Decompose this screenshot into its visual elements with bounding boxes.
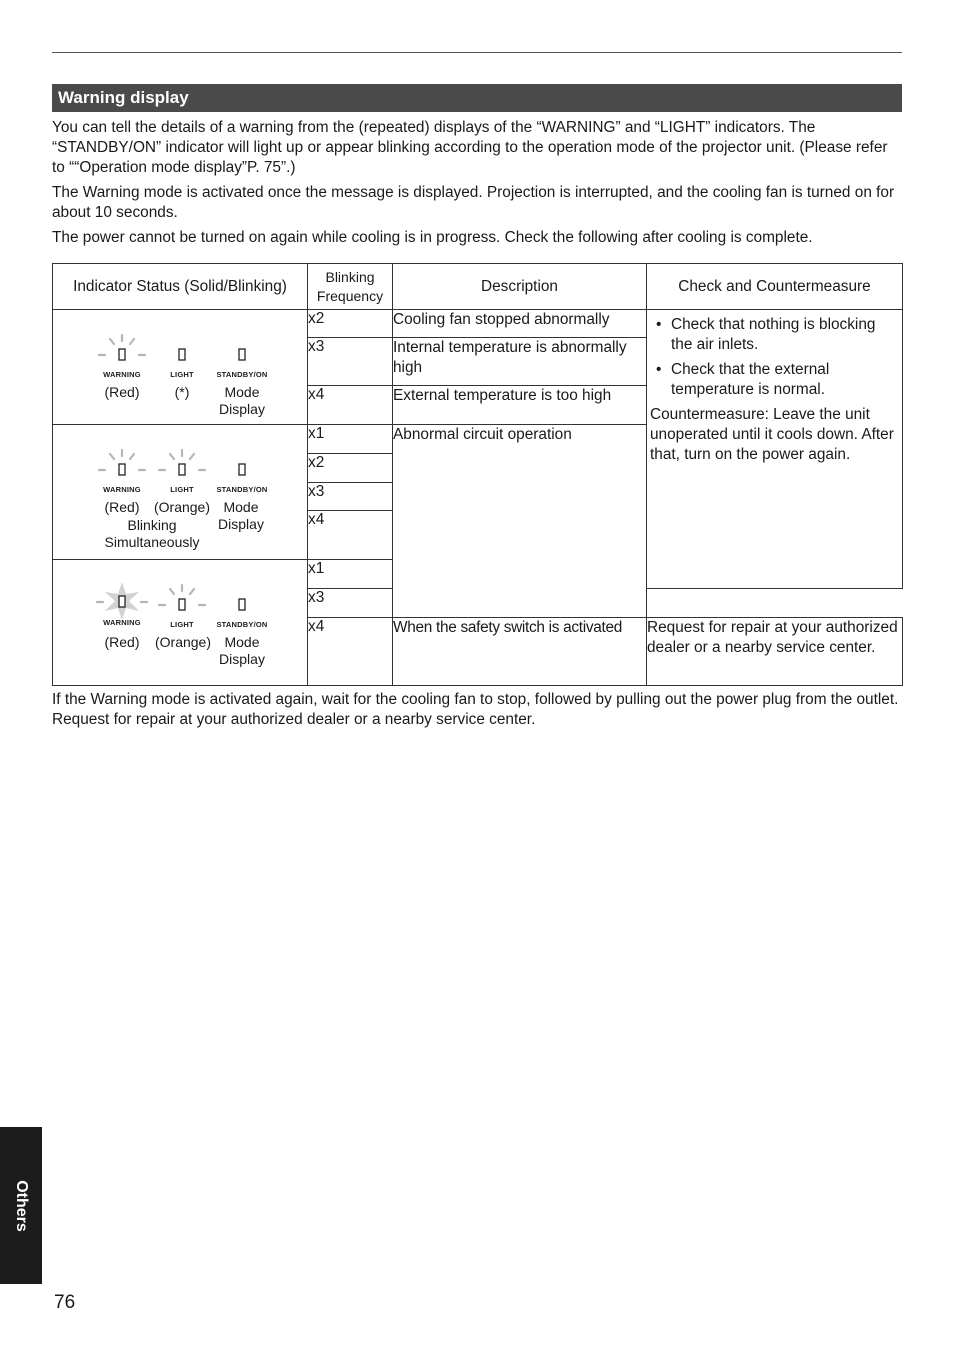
table-header-row xyxy=(53,264,903,310)
light-lamp-label: LIGHT xyxy=(170,485,194,494)
desc-cell: Cooling fan stopped abnormally xyxy=(393,310,647,338)
caption-standby: Mode Display xyxy=(219,634,265,667)
standby-lamp-label: STANDBY/ON xyxy=(216,485,268,494)
freq-cell: x4 xyxy=(308,511,393,560)
top-rule xyxy=(52,52,902,53)
warning-lamp-label: WARNING xyxy=(103,370,141,379)
freq-cell: x1 xyxy=(308,560,393,589)
table-row xyxy=(53,310,903,338)
light-lamp-label: LIGHT xyxy=(170,620,194,629)
indicator-cell-2 xyxy=(53,425,308,560)
header-indicator: Indicator Status (Solid/Blinking) xyxy=(53,264,308,310)
side-tab-label: Others xyxy=(13,1179,30,1232)
standby-lamp xyxy=(211,334,273,379)
warning-lamp-blinking xyxy=(95,449,149,494)
section-title: Warning display xyxy=(52,84,902,112)
freq-cell: x3 xyxy=(308,338,393,386)
warning-lamp-label: WARNING xyxy=(103,618,141,627)
header-frequency: Blinking Frequency xyxy=(308,264,393,310)
light-lamp-blinking xyxy=(155,449,209,494)
caption-light: (*) xyxy=(174,384,190,400)
light-lamp xyxy=(157,334,207,379)
caption-warning: (Red) xyxy=(104,499,140,515)
side-tab xyxy=(0,1127,42,1284)
desc-cell: Internal temperature is abnormally high xyxy=(393,338,647,386)
check-item: • Check that the external temperature is normal. xyxy=(650,360,900,400)
intro-paragraph-3: The power cannot be turned on again while cooling is in progress. Check the following after cooling is complete. xyxy=(52,229,813,246)
indicator-cell-1 xyxy=(53,310,308,425)
standby-lamp xyxy=(211,584,273,629)
page-number: 76 xyxy=(54,1292,76,1313)
lamp-icon xyxy=(211,449,273,485)
standby-lamp-label: STANDBY/ON xyxy=(216,620,268,629)
blink-rays-icon xyxy=(155,584,209,620)
desc-cell: When the safety switch is activated xyxy=(393,618,647,686)
freq-cell: x3 xyxy=(308,589,393,618)
standby-lamp-label: STANDBY/ON xyxy=(216,370,268,379)
check-list xyxy=(647,310,902,400)
footer-note xyxy=(52,690,904,730)
warning-lamp-lit-blinking xyxy=(95,582,149,627)
blink-rays-icon xyxy=(95,449,149,485)
standby-lamp xyxy=(211,449,273,494)
warning-table xyxy=(52,263,903,686)
blink-rays-icon xyxy=(95,334,149,370)
caption-light: (Orange) xyxy=(154,634,212,650)
desc-cell: Abnormal circuit operation xyxy=(393,425,647,618)
intro-paragraph-2: The Warning mode is activated once the message is displayed. Projection is interrupted, and the cooling fan is turned on for about 10 seconds. xyxy=(52,184,895,221)
freq-cell: x3 xyxy=(308,483,393,511)
desc-cell: External temperature is too high xyxy=(393,386,647,425)
caption-light: (Orange) xyxy=(153,499,211,515)
freq-cell: x4 xyxy=(308,618,393,686)
lit-lamp-icon xyxy=(95,582,149,622)
warning-lamp-label: WARNING xyxy=(103,485,141,494)
freq-cell: x4 xyxy=(308,386,393,425)
intro-paragraph-1: You can tell the details of a warning from the (repeated) displays of the “WARNING” and “LIGHT” indicators. The “STANDBY/ON” indicator will light up or appear blinking according to the operation mode of the projector unit. (Please refer to ““Operation mode display”P. 75”.) xyxy=(52,119,888,176)
caption-standby: Mode Display xyxy=(218,499,264,532)
caption-warning: (Red) xyxy=(104,634,140,650)
indicator-cell-3 xyxy=(53,560,308,686)
header-check: Check and Countermeasure xyxy=(647,264,903,310)
light-lamp-blinking xyxy=(155,584,209,629)
footer-line-2: Request for repair at your authorized dealer or a nearby service center. xyxy=(52,711,536,728)
warning-lamp-blinking xyxy=(95,334,149,379)
lamp-icon xyxy=(211,584,273,620)
lamp-icon xyxy=(157,334,207,370)
footer-line-1: If the Warning mode is activated again, wait for the cooling fan to stop, followed by pulling out the power plug from the outlet. xyxy=(52,691,899,708)
freq-cell: x2 xyxy=(308,454,393,483)
caption-warning: (Red) xyxy=(104,384,140,400)
check-cell-2: Request for repair at your authorized dealer or a nearby service center. xyxy=(647,618,903,686)
check-item: • Check that nothing is blocking the air inlets. xyxy=(650,315,900,355)
lamp-icon xyxy=(211,334,273,370)
countermeasure-text: Countermeasure: Leave the unit unoperated until it cools down. After that, turn on the power again. xyxy=(650,406,894,463)
freq-cell: x1 xyxy=(308,425,393,454)
freq-cell: x2 xyxy=(308,310,393,338)
blink-rays-icon xyxy=(155,449,209,485)
caption-blinking-simultaneously: Blinking Simultaneously xyxy=(104,517,200,550)
header-description: Description xyxy=(393,264,647,310)
check-cell-1 xyxy=(647,310,903,589)
light-lamp-label: LIGHT xyxy=(170,370,194,379)
caption-standby: Mode Display xyxy=(219,384,265,417)
